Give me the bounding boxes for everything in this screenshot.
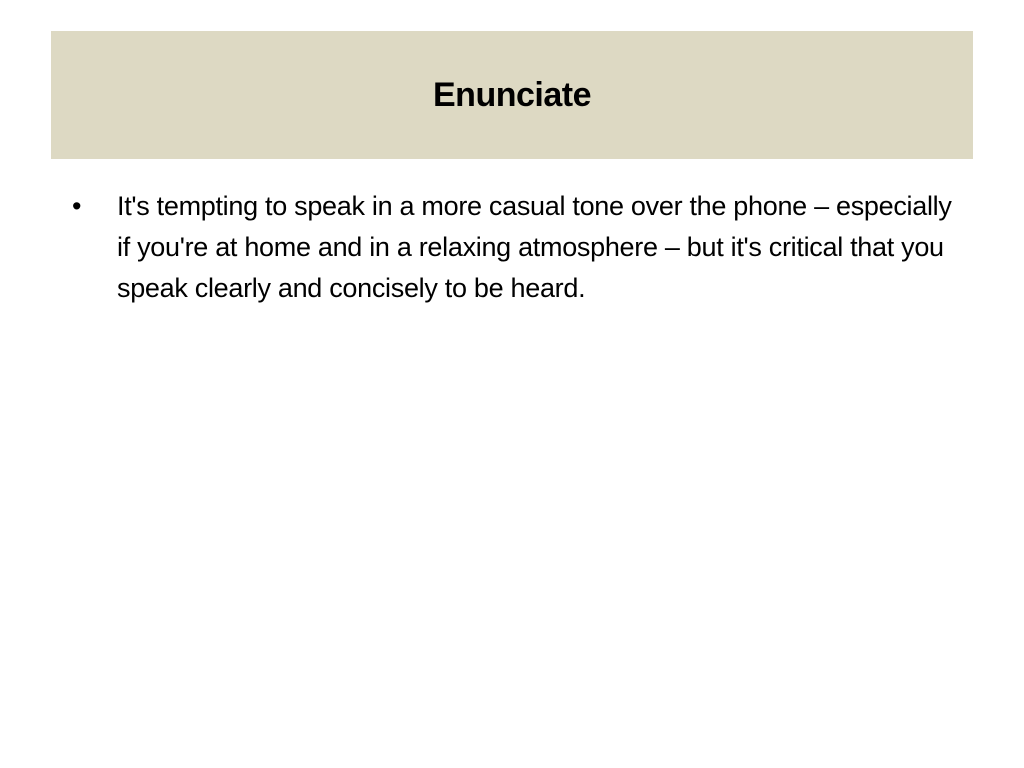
bullet-icon: • <box>72 191 82 221</box>
slide-title: Enunciate <box>433 75 591 114</box>
slide-body <box>72 186 972 309</box>
bullet-text: It's tempting to speak in a more casual tone over the phone – especially if you're at home and in a relaxing atmosphere – but it's critical that you speak clearly and concisely to be heard. <box>117 191 952 303</box>
title-band <box>51 31 973 159</box>
bullet-item <box>72 186 972 309</box>
bullet-list <box>72 186 972 309</box>
